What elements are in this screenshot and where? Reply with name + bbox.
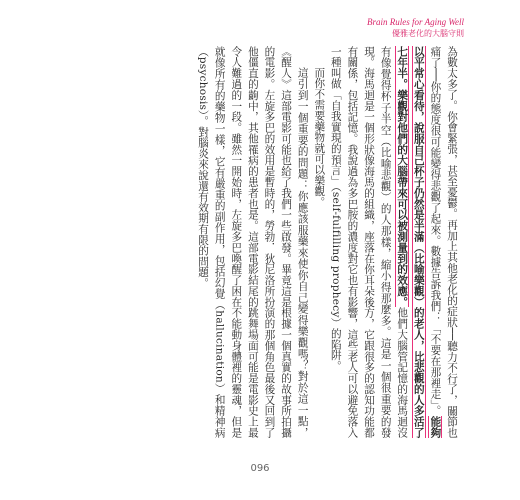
page-number: 096 [250,463,270,474]
paragraph-1 [327,46,460,438]
paragraph-3: 這引到一個重要的問題：你應該服藥來使你自己變得樂觀嗎？對於這一點，《醒人》這部電影可能也給了我們一些啟發。畢竟這是根據一個真實的故事所拍攝的電影。左旋多巴的效用是暫時的，勞勃．狄尼洛所扮演的那個角色最後又回到了他僵直的齣中，其他罹病的患者也是。這部電影結尾的跳舞場面可能是電影史上最令人難過的一段。雖然一開始時，左旋多巴喚醒了困在不能動身體裡的靈魂，但是就像所有的藥物一樣，它有嚴重的副作用，包括幻覺（hallucination）和精神病（psychosis）。對腦炎來說還有效期有限的問題。 [197,46,309,438]
vertical-text-block [40,46,460,438]
highlighted-passage: 能夠以平常心看待，說服自己杯子仍然是半滿（比喻樂觀）的老人，比悲觀的人多活了七年半。樂觀對他們的大腦帶來可以被測量到的效應。 [396,46,442,438]
paragraph-2: 而你不需要藥物就可以樂觀。 [313,67,326,208]
paragraph-1-end: 他們大腦管記憶的海馬迴沒有像覺得杯子半空（比喻悲觀）的人那樣，縮小得那麼多。這是一個很重要的發現。海馬迴是一個形狀像海馬的組織，座落在你耳朵後方，它跟很多的認知功能都有關係，包括記憶。我說過為多巴胺的濃度對它也有影響，這些老人可以避免落入一種叫做「自我實現的預言」（self-fulfilling prophecy）的陷阱。 [329,46,409,438]
running-head-title-en: Brain Rules for Aging Well [366,17,464,27]
paragraph-1-start: 為數太多了。你會緊張，甚至憂鬱。再加上其他老化的症狀──聽力不行了，關節也痛了──你的態度很可能變得悲觀了起來。數據告訴我們：「不要在那裡走」。 [429,46,458,438]
running-head [367,16,464,40]
running-head-title-zh: 優雅老化的大腦守則 [392,29,464,38]
